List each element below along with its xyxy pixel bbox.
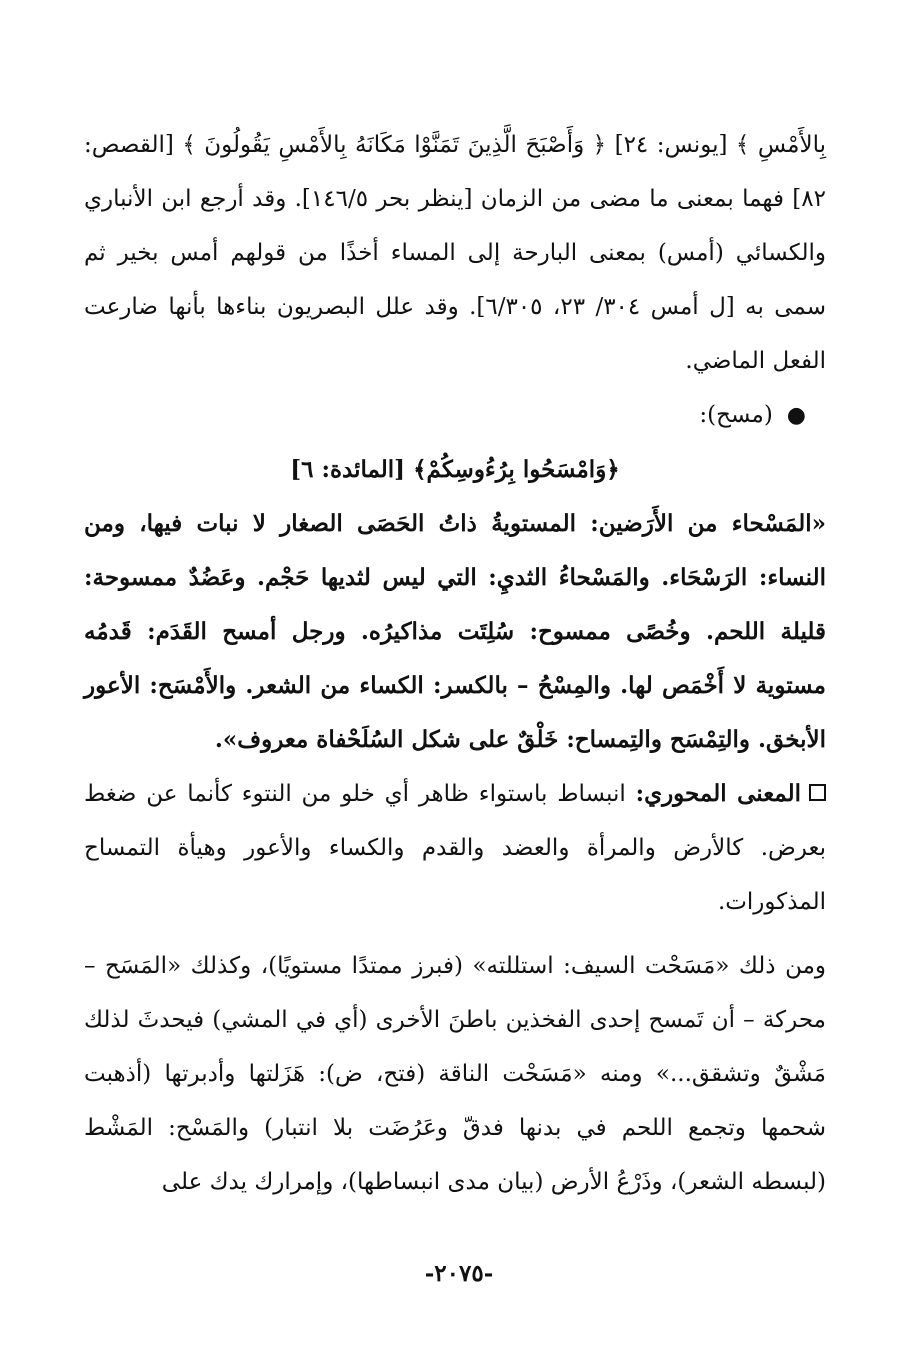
entry-heading xyxy=(84,388,826,443)
core-meaning-label: المعنى المحوري: xyxy=(635,780,801,807)
entry-heading-text: (مسح): xyxy=(699,402,773,428)
core-meaning-text: انبساط باستواء ظاهر أي خلو من النتوء كأنما عن ضغط بعرض. كالأرض والمرأة والعضد والقدم والكساء والأعور وهيأة التمساح المذكورات. xyxy=(84,781,826,915)
paragraph-derivations: ومن ذلك «مَسَحْت السيف: استللته» (فبرز ممتدًا مستويًا)، وكذلك «المَسَح – محركة – أن تَمسح إحدى الفخذين باطنَ الأخرى (أي في المشي) فيحدثَ لذلك مَشْقٌ وتشقق...» ومنه «مَسَحْت الناقة (فتح، ض): هَزَلتها وأدبرتها (أذهبت شحمها وتجمع اللحم في بدنها فدقّ وعَرُضَت بلا انتبار) والمَسْح: المَشْط (لبسطه الشعر)، وذَرْعُ الأرض (بيان مدى انبساطها)، وإمرارك يدك على xyxy=(84,953,826,1195)
bullet-icon: ● xyxy=(786,403,806,428)
lexical-definition: «المَسْحاء من الأَرَضين: المستويةُ ذاتُ الحَصَى الصغار لا نبات فيها، ومن النساء: الرَسْحَاء. والمَسْحاءُ الثديِ: التي ليس لثديها حَجْم. وعَضُدٌ ممسوحة: قليلة اللحم. وخُصًى ممسوح: سُلِتَت مذاكيرُه. ورجل أمسح القَدَم: قَدمُه مستوية لا أَخْمَص لها. والمِسْحُ – بالكسر: الكساء من الشعر. والأَمْسَح: الأعور الأبخق. والتِمْسَح والتِمساح: خَلْقٌ على شكل السُلَحْفاة معروف». xyxy=(84,510,826,753)
paragraph-amsi-discussion: بِالأَمْسِ ﴾ [يونس: ٢٤] ﴿ وَأَصْبَحَ الَّذِينَ تَمَنَّوْا مَكَانَهُ بِالأَمْسِ يَقُولُونَ ﴾ [القصص: ٨٢] فهما بمعنى ما مضى من الزمان [ينظر بحر ١٤٦/٥]. وقد أرجع ابن الأنباري والكسائي (أمس) بمعنى البارحة إلى المساء أخذًا من قولهم أمس بخير ثم سمى به [ل أمس ٣٠٤/ ٢٣، ٦/٣٠٥]. وقد علل البصريون بناءها بأنها ضارعت الفعل الماضي. xyxy=(84,132,826,374)
page-number: -٢٠٧٥- xyxy=(424,1260,494,1287)
core-meaning xyxy=(84,767,826,929)
page-body xyxy=(84,118,826,1209)
quran-verse: ﴿وَامْسَحُوا بِرُءُوسِكُمْ﴾ [المائدة: ٦] xyxy=(290,456,620,483)
paragraph-gap xyxy=(84,929,826,939)
square-bullet-icon xyxy=(809,784,826,801)
